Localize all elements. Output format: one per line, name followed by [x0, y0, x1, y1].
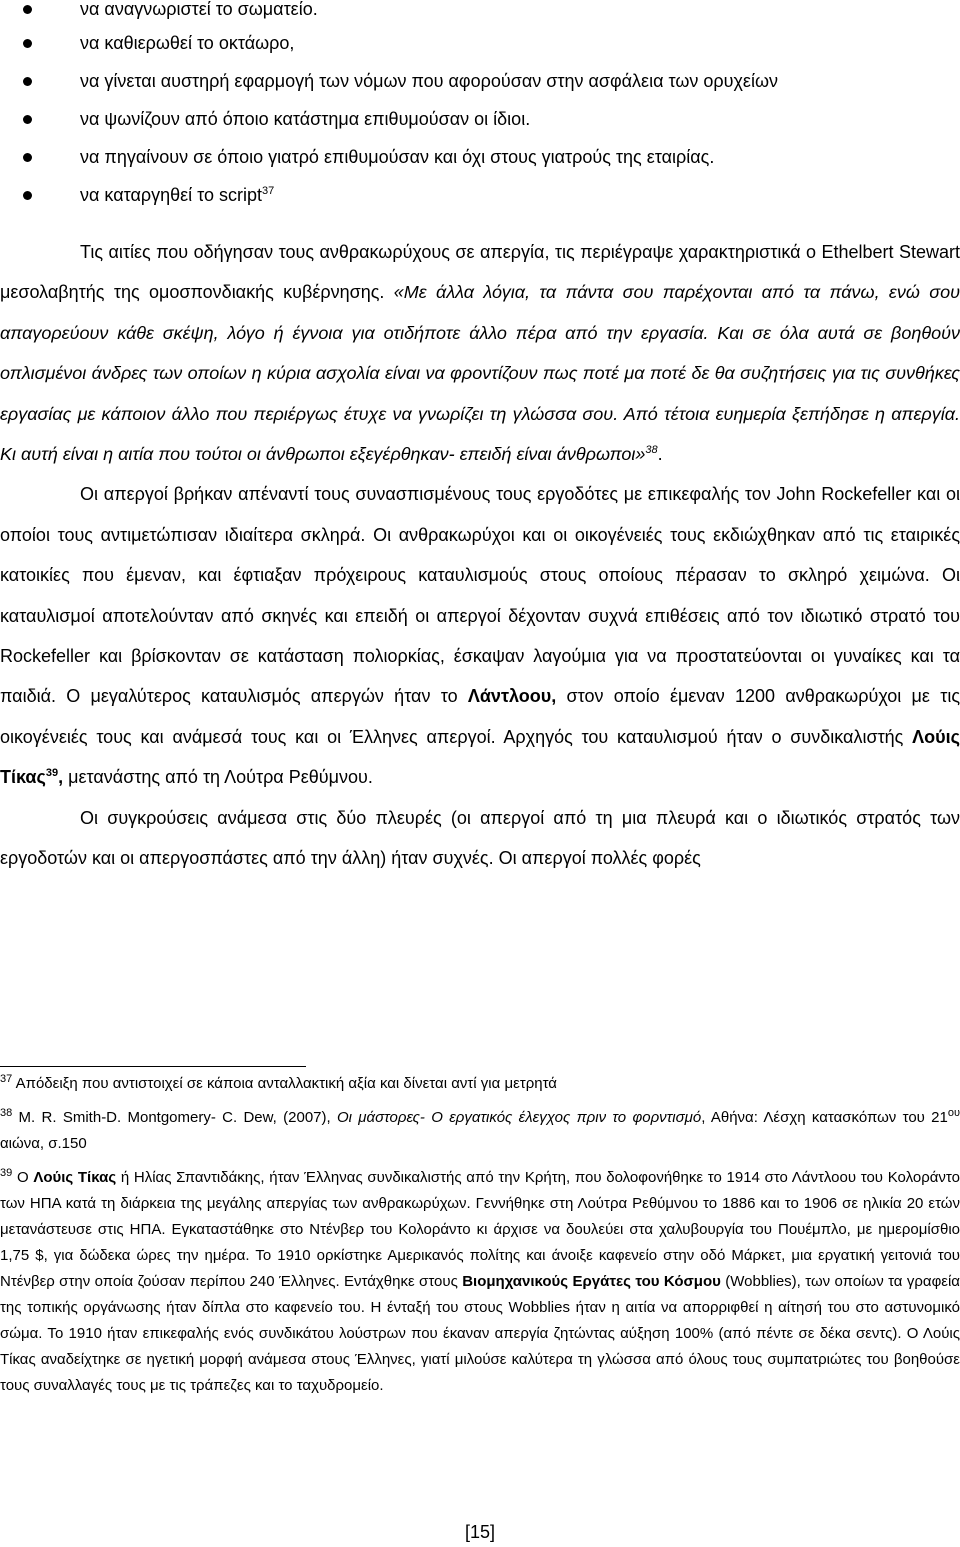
footnote-number: 39: [0, 1167, 13, 1179]
bullet-icon: [23, 77, 32, 86]
footnote-39: [0, 1165, 960, 1399]
list-item-text: να γίνεται αυστηρή εφαρμογή των νόμων που αφορούσαν στην ασφάλεια των ορυχείων: [80, 71, 779, 91]
footnote-ref-37[interactable]: 37: [262, 185, 275, 197]
tikas-name: Λούις Τίκας: [33, 1169, 117, 1186]
ordinal-suffix: ου: [947, 1107, 960, 1119]
paragraph-conflicts: Οι συγκρούσεις ανάμεσα στις δύο πλευρές (οι απεργοί από τη μια πλευρά και ο ιδιωτικός στρατός των εργοδοτών και οι απεργοσπάστες από την άλλη) ήταν συχνές. Οι απεργοί πολλές φορές: [0, 807, 960, 869]
footnote-number: 37: [0, 1073, 13, 1085]
footnote-text: αιώνα, σ.150: [0, 1135, 87, 1152]
list-item-text: να αναγνωριστεί το σωματείο.: [80, 0, 318, 19]
paragraph-causes: [0, 232, 960, 474]
page-number: [15]: [464, 1522, 496, 1542]
bullet-icon: [23, 5, 32, 14]
footnote-text: , Αθήνα: Λέσχη κατασκόπων του 21: [701, 1109, 948, 1126]
paragraph-text: στον οποίο έμεναν 1200 ανθρακωρύχοι με τις οικογένειές τους και ανάμεσά τους και οι Έλληνες απεργοί. Αρχηγός του καταυλισμού ήταν ο συνδικαλιστής: [0, 686, 960, 747]
bullet-icon: [23, 39, 32, 48]
footnote-separator: [0, 1066, 306, 1067]
bullet-icon: [23, 191, 32, 200]
paragraph-text: .: [657, 444, 663, 465]
footnote-38: [0, 1105, 960, 1157]
footnote-text: Ο: [12, 1169, 34, 1186]
footnote-37: [0, 1071, 960, 1097]
list-item: [0, 176, 960, 214]
paragraph-text: μετανάστης από τη Λούτρα Ρεθύμνου.: [63, 767, 373, 788]
list-item-text: να πηγαίνουν σε όποιο γιατρό επιθυμούσαν και όχι στους γιατρούς της εταιρίας.: [80, 147, 715, 167]
demands-list: [0, 0, 960, 214]
footnotes: [0, 1071, 960, 1399]
book-title: Οι μάστορες- Ο εργατικός έλεγχος πριν το φορντισμό: [336, 1109, 702, 1126]
list-item: [0, 0, 960, 24]
footnote-text: ή Ηλίας Σπαντιδάκης, ήταν Έλληνας συνδικαλιστής από την Κρήτη, που δολοφονήθηκε το 1914 στο Λάντλοου του Κολοράντο των ΗΠΑ κατά τη διάρκεια της μεγάλης απεργίας των ανθρακωρύχων. Γεννήθηκε στη Λούτρα Ρεθύμνου το 1886 και το 1906 σε ηλικία 20 ετών μετανάστευσε στις ΗΠΑ. Εγκαταστάθηκε στο Ντένβερ του Κολοράντο κι άρχισε να δουλεύει στα χαλυβουργία του Πουέμπλο, με ημερομίσθιο 1,75 $, για δώδεκα ώρες την ημέρα. Το 1910 ορκίστηκε Αμερικανός πολίτης και άνοιξε καφενείο στην οδό Μάρκετ, μια εργατική γειτονιά του Ντένβερ στην οποία ζούσαν περίπου 240 Έλληνες. Εντάχθηκε στους: [0, 1169, 960, 1290]
list-item: [0, 138, 960, 176]
paragraph-text: Τις αιτίες που οδήγησαν τους ανθρακωρύχους σε απεργία, τις περιέγραψε χαρακτηριστικά ο Ethelbert Stewart μεσολαβητής της ομοσπονδιακής κυβέρνησης.: [0, 242, 960, 303]
footnote-number: 38: [0, 1107, 13, 1119]
footnote-text: (Wobblies), των οποίων τα γραφεία της τοπικής οργάνωσης ήταν δίπλα στο καφενείο του. Η ένταξή του στους Wobblies ήταν η αιτία να απορριφθεί η αίτησή του στο αστυνομικό σώμα. Το 1910 ήταν επικεφαλής ενός συνδικάτου λούστρων που έκαναν απεργία ζητώντας αύξηση 100% (από πέντε σε δέκα σεντς). Ο Λούις Τίκας αναδείχτηκε σε ηγετική μορφή ανάμεσα στους Έλληνες, γιατί μιλούσε καλύτερα τη γλώσσα από όλους τους συμπατριώτες του βοηθούσε τους συναλλαγές τους με τις τράπεζες και το ταχυδρομείο.: [0, 1273, 960, 1394]
list-item: [0, 24, 960, 62]
list-item: [0, 100, 960, 138]
bullet-icon: [23, 115, 32, 124]
body-text: [0, 232, 960, 879]
stewart-quote: «Με άλλα λόγια, τα πάντα σου παρέχονται από τα πάνω, ενώ σου απαγορεύουν κάθε σκέψη, λόγο ή έγνοια για οτιδήποτε άλλο πέρα από την εργασία. Και σε όλα αυτά σε βοηθούν οπλισμένοι άνδρες των οποίων η κύρια ασχολία είναι να φροντίζουν πως ποτέ μα ποτέ δε θα συζητήσεις για τις συνθήκες εργασίας με κάποιον άλλο που περιέργως έτυχε να γνωρίζει τη γλώσσα σου. Από τέτοια ευημερία ξεπήδησε η απεργία. Κι αυτή είναι η αιτία που τούτοι οι άνθρωποι εξεγέρθηκαν- επειδή είναι άνθρωποι»: [0, 282, 960, 465]
iww-name: Βιομηχανικούς Εργάτες του Κόσμου: [462, 1273, 721, 1290]
tikas-name: Λούις Τίκας: [0, 726, 960, 788]
footnote-ref-39[interactable]: 39: [45, 767, 59, 780]
ludlow-name: Λάντλοου,: [467, 686, 557, 707]
paragraph-comma: ,: [58, 767, 64, 788]
paragraph-text: Οι απεργοί βρήκαν απέναντί τους συνασπισμένους τους εργοδότες με επικεφαλής τον John Rockefeller και οι οποίοι τους αντιμετώπισαν ιδιαίτερα σκληρά. Οι ανθρακωρύχοι και οι οικογένειές τους εκδιώχθηκαν από τις εταιρικές κατοικίες που έμεναν, και έφτιαξαν πρόχειρους καταυλισμούς στους οποίους πέρασαν το σκληρό χειμώνα. Οι καταυλισμοί αποτελούνταν από σκηνές και επειδή οι απεργοί δέχονταν συχνά επιθέσεις από τον ιδιωτικό στρατό του Rockefeller και βρίσκονταν σε κατάσταση πολιορκίας, έσκαψαν λαγούμια για να προστατεύονται οι γυναίκες και τα παιδιά. Ο μεγαλύτερος καταυλισμός απεργών ήταν το: [0, 484, 960, 707]
footnote-text: Απόδειξη που αντιστοιχεί σε κάποια ανταλλακτική αξία και δίνεται αντί για μετρητά: [12, 1075, 557, 1092]
footnote-text: M. R. Smith-D. Montgomery- C. Dew, (2007),: [12, 1109, 337, 1126]
paragraph-strikers: [0, 474, 960, 797]
list-item: [0, 62, 960, 100]
bullet-icon: [23, 153, 32, 162]
list-item-text: να καταργηθεί το script: [80, 185, 263, 205]
footnote-ref-38[interactable]: 38: [645, 444, 658, 457]
list-item-text: να ψωνίζουν από όποιο κατάστημα επιθυμούσαν οι ίδιοι.: [80, 109, 531, 129]
list-item-text: να καθιερωθεί το οκτάωρο,: [80, 33, 295, 53]
